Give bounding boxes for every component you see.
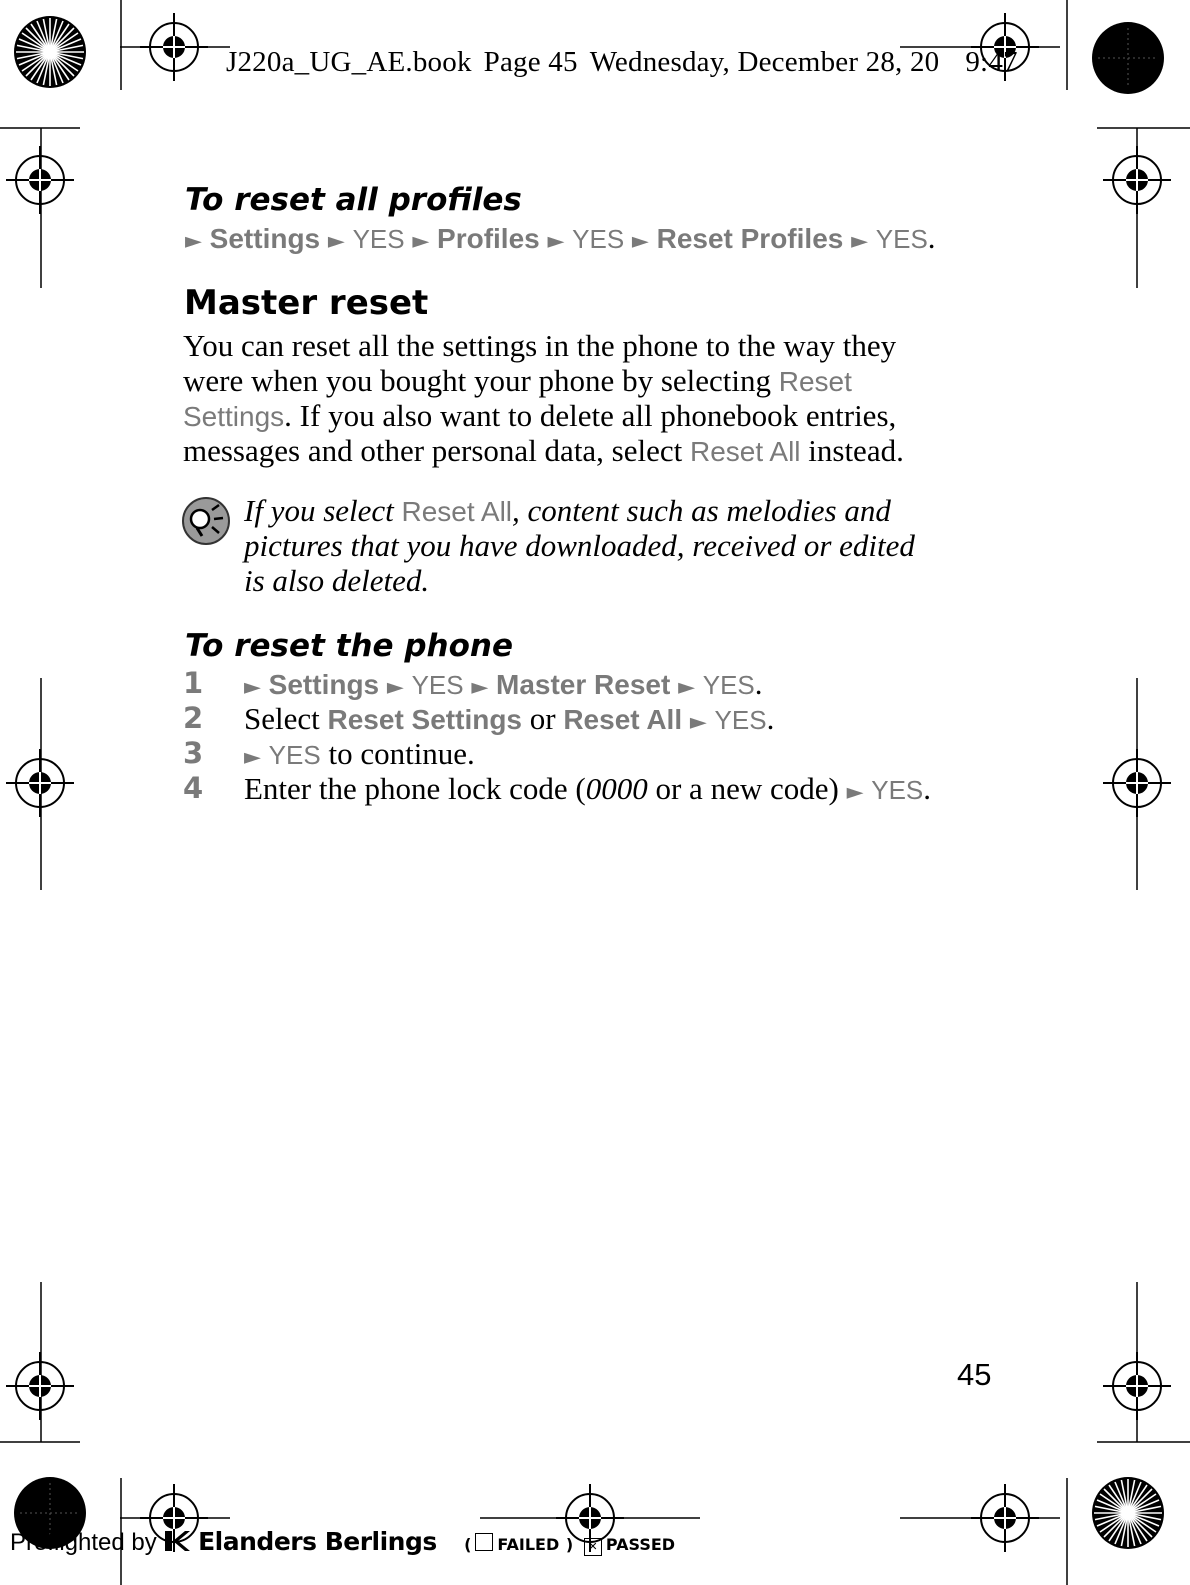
key-yes: YES <box>871 775 924 805</box>
step-1: ► Settings ► YES ► Master Reset ► YES. <box>244 666 763 701</box>
key-yes: YES <box>702 670 755 700</box>
heading-master-reset: Master reset <box>184 283 429 323</box>
brand-logo-icon <box>163 1529 191 1553</box>
path-end: . <box>927 220 936 255</box>
registration-mark-icon <box>6 146 74 214</box>
menu-reset-all: Reset All <box>563 704 683 735</box>
heading-reset-phone: To reset the phone <box>185 628 513 664</box>
menu-settings: Settings <box>268 669 380 700</box>
path-reset-profiles <box>185 220 936 259</box>
default-code: 0000 <box>585 771 648 806</box>
arrow-right-icon: ► <box>386 675 404 700</box>
arrow-right-icon: ► <box>631 229 649 254</box>
tip-lightbulb-icon <box>181 497 233 547</box>
tip-line-3: is also deleted. <box>244 563 430 598</box>
slug-date: Wednesday, December 28, 20 <box>589 46 940 78</box>
arrow-right-icon: ► <box>547 229 565 254</box>
menu-profiles: Profiles <box>437 223 540 254</box>
failed-checkbox <box>475 1533 493 1551</box>
tip-line-2: pictures that you have downloaded, received or edited <box>244 528 915 563</box>
para-line-2: were when you bought your phone by selecting Reset <box>183 363 852 398</box>
key-yes: YES <box>411 670 464 700</box>
registration-mark-icon <box>1103 1352 1171 1420</box>
arrow-right-icon: ► <box>471 675 489 700</box>
step-number: 1 <box>183 666 204 700</box>
slug-time: 9:47 <box>965 46 1018 78</box>
step-number: 2 <box>183 701 204 735</box>
menu-reset-settings-part2: Settings <box>183 401 285 432</box>
step-number: 4 <box>183 771 204 805</box>
solid-target-icon <box>1090 20 1170 100</box>
arrow-right-icon: ► <box>846 780 864 805</box>
key-yes: YES <box>572 224 625 254</box>
arrow-right-icon: ► <box>185 229 202 254</box>
brand-name: Elanders Berlings <box>198 1527 437 1556</box>
menu-reset-settings-part1: Reset <box>778 366 852 397</box>
passed-label: PASSED <box>605 1535 676 1554</box>
registration-mark-icon <box>1103 146 1171 214</box>
registration-mark-icon <box>971 1484 1039 1552</box>
slug-book: J220a_UG_AE.book <box>226 46 472 78</box>
para-line-4: messages and other personal data, select Reset All instead. <box>183 433 904 468</box>
step-3: ► YES to continue. <box>244 736 475 771</box>
menu-reset-all: Reset All <box>690 436 801 467</box>
starburst-icon <box>1092 1477 1164 1549</box>
menu-reset-profiles: Reset Profiles <box>656 223 844 254</box>
print-slug <box>226 46 1018 79</box>
arrow-right-icon: ► <box>412 229 430 254</box>
key-yes: YES <box>352 224 405 254</box>
registration-mark-icon <box>1103 749 1171 817</box>
registration-mark-icon <box>6 749 74 817</box>
key-yes: YES <box>714 705 767 735</box>
page-number: 45 <box>957 1357 992 1392</box>
menu-settings: Settings <box>209 223 321 254</box>
step-4: Enter the phone lock code (0000 or a new code) ► YES. <box>244 771 932 806</box>
failed-label: FAILED <box>497 1535 560 1554</box>
menu-master-reset: Master Reset <box>496 669 671 700</box>
passed-checkbox: × <box>584 1538 602 1556</box>
arrow-right-icon: ► <box>244 675 261 700</box>
arrow-right-icon: ► <box>689 710 707 735</box>
arrow-right-icon: ► <box>851 229 869 254</box>
tip-line-1: If you select Reset All, content such as melodies and <box>244 493 891 528</box>
registration-mark-icon <box>6 1352 74 1420</box>
starburst-icon <box>14 16 86 88</box>
arrow-right-icon: ► <box>327 229 345 254</box>
step-2: Select Reset Settings or Reset All ► YES. <box>244 701 775 736</box>
arrow-right-icon: ► <box>678 675 695 700</box>
para-line-1: You can reset all the settings in the phone to the way they <box>183 328 897 363</box>
preflight-stamp: Preflighted by Elanders Berlings ( FAILED ) × PASSED <box>10 1527 676 1556</box>
para-line-3: Settings. If you also want to delete all phonebook entries, <box>183 398 897 433</box>
key-yes: YES <box>268 740 321 770</box>
arrow-right-icon: ► <box>244 745 261 770</box>
menu-reset-all: Reset All <box>401 496 513 527</box>
preflighted-label: Preflighted by <box>10 1529 157 1556</box>
step-number: 3 <box>183 736 204 770</box>
slug-page: Page 45 <box>483 46 578 78</box>
registration-mark-icon <box>140 13 208 81</box>
heading-reset-profiles: To reset all profiles <box>185 182 522 218</box>
key-yes: YES <box>875 224 928 254</box>
menu-reset-settings: Reset Settings <box>327 704 522 735</box>
